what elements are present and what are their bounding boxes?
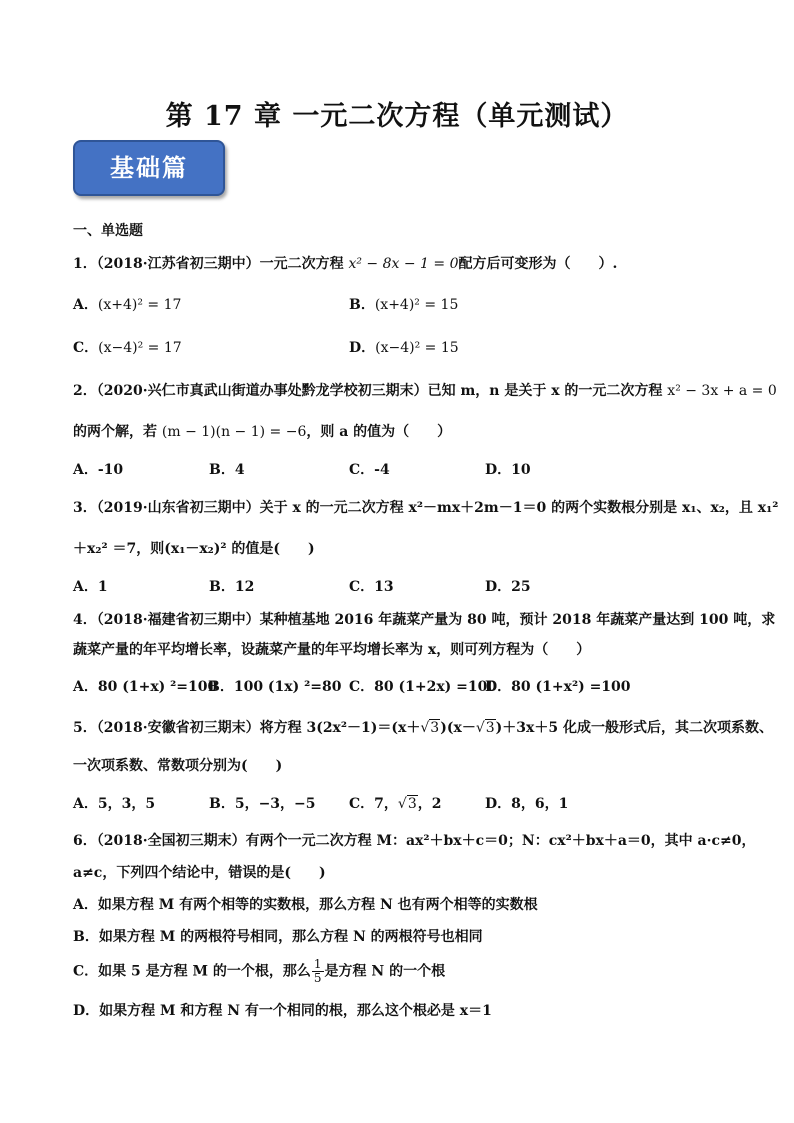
question-5-stem-text: )(x－ — [440, 720, 476, 736]
question-1-option-d — [349, 337, 459, 357]
option-expression: (x−4)² = 15 — [375, 340, 459, 356]
question-5-option-a: A．5，3，5 — [73, 796, 156, 812]
question-2-stem-text: 的两个解，若 — [73, 424, 162, 440]
question-2-stem-text: 2．（2020·兴仁市真武山街道办事处黔龙学校初三期末）已知 m，n 是关于 x 的一元二次方程 — [73, 383, 668, 399]
option-label: C．7， — [349, 796, 398, 812]
question-1-option-b — [349, 294, 458, 314]
question-2-condition: (m − 1)(n − 1) = −6 — [161, 424, 307, 440]
section-heading: 一、单选题 — [73, 223, 143, 239]
question-4-option-c: C．80 (1+2x) =100 — [349, 679, 498, 695]
option-label: A． — [73, 297, 98, 313]
option-text: C．如果 5 是方程 M 的一个根，那么 — [73, 963, 311, 980]
question-3-stem-line-1: 3．（2019·山东省初三期中）关于 x 的一元二次方程 x²－mx＋2m－1＝0 的两个实数根分别是 x₁、x₂，且 x₁² — [73, 500, 779, 516]
question-5-option-b: B．5，−3，−5 — [209, 796, 316, 812]
question-2-equation: x² − 3x + a = 0 — [667, 383, 777, 399]
option-text: 是方程 N 的一个根 — [324, 963, 446, 980]
fraction-numerator: 1 — [313, 957, 322, 971]
question-6-option-d: D．如果方程 M 和方程 N 有一个相同的根，那么这个根必是 x＝1 — [73, 1003, 492, 1019]
section-badge: 基础篇 — [73, 140, 225, 196]
option-tail: ，2 — [417, 796, 442, 812]
option-expression: (x+4)² = 15 — [374, 297, 459, 313]
question-4-option-b: B．100 (1x) ²=80 — [208, 679, 342, 695]
question-3-option-b: B．12 — [209, 579, 255, 595]
sqrt-symbol: √3 — [420, 720, 440, 736]
question-2-stem-tail: ，则 a 的值为（ ） — [306, 424, 452, 440]
radicand: 3 — [407, 796, 417, 812]
question-1-option-a — [73, 294, 181, 314]
question-3-option-c: C．13 — [349, 579, 394, 595]
question-4-stem-line-1: 4．（2018·福建省初三期中）某种植基地 2016 年蔬菜产量为 80 吨，预计 2018 年蔬菜产量达到 100 吨，求 — [73, 612, 776, 628]
question-5-stem-text: )＋3x＋5 化成一般形式后，其二次项系数、 — [495, 720, 773, 736]
question-5-stem-line-2: 一次项系数、常数项分别为( ) — [73, 758, 283, 774]
fraction-denominator: 5 — [313, 971, 322, 985]
question-6-option-c — [73, 958, 445, 985]
sqrt-symbol: √3 — [475, 720, 495, 736]
question-1-option-c — [73, 337, 182, 357]
question-5-stem-text: 5．（2018·安徽省初三期末）将方程 3(2x²－1)＝(x＋ — [73, 720, 421, 736]
question-2-option-a: A．-10 — [73, 462, 124, 478]
question-2-stem-line-2 — [73, 421, 451, 441]
question-3-stem-line-2: ＋x₂² ＝7，则(x₁－x₂)² 的值是( ) — [73, 541, 315, 557]
option-label: C． — [73, 340, 99, 356]
page-title: 第 17 章 一元二次方程（单元测试） — [165, 101, 629, 132]
option-label: D． — [349, 340, 376, 356]
option-expression: (x+4)² = 17 — [97, 297, 182, 313]
question-6-stem-line-2: a≠c，下列四个结论中，错误的是( ) — [73, 865, 326, 881]
sqrt-symbol: √3 — [397, 796, 417, 812]
option-label: B． — [349, 297, 375, 313]
question-6-stem-line-1: 6．（2018·全国初三期末）有两个一元二次方程 M：ax²＋bx＋c＝0；N：cx²＋bx＋a＝0，其中 a·c≠0， — [73, 833, 756, 849]
question-5-option-c — [349, 793, 441, 813]
radicand: 3 — [430, 720, 440, 736]
question-6-option-a: A．如果方程 M 有两个相等的实数根，那么方程 N 也有两个相等的实数根 — [73, 897, 538, 913]
question-3-option-a: A．1 — [73, 579, 108, 595]
question-4-stem-line-2: 蔬菜产量的年平均增长率，设蔬菜产量的年平均增长率为 x，则可列方程为（ ） — [73, 642, 591, 658]
question-2-option-c: C．-4 — [349, 462, 390, 478]
question-5-option-d: D．8，6，1 — [485, 796, 569, 812]
option-expression: (x−4)² = 17 — [98, 340, 182, 356]
question-1-stem — [73, 253, 617, 273]
question-1-equation: x² − 8x − 1 = 0 — [348, 256, 459, 272]
question-1-stem-text: 1．（2018·江苏省初三期中）一元二次方程 — [73, 256, 349, 272]
radicand: 3 — [485, 720, 495, 736]
fraction — [312, 958, 324, 985]
question-6-option-b: B．如果方程 M 的两根符号相同，那么方程 N 的两根符号也相同 — [73, 929, 483, 945]
question-4-option-d: D．80 (1+x²) =100 — [485, 679, 631, 695]
question-2-option-d: D．10 — [485, 462, 531, 478]
question-2-option-b: B．4 — [209, 462, 245, 478]
question-5-stem-line-1 — [73, 717, 773, 737]
question-2-stem-line-1 — [73, 380, 777, 400]
question-1-stem-tail: 配方后可变形为（ ）. — [458, 256, 618, 272]
question-4-option-a: A．80 (1+x) ²=100 — [73, 679, 218, 695]
question-3-option-d: D．25 — [485, 579, 531, 595]
